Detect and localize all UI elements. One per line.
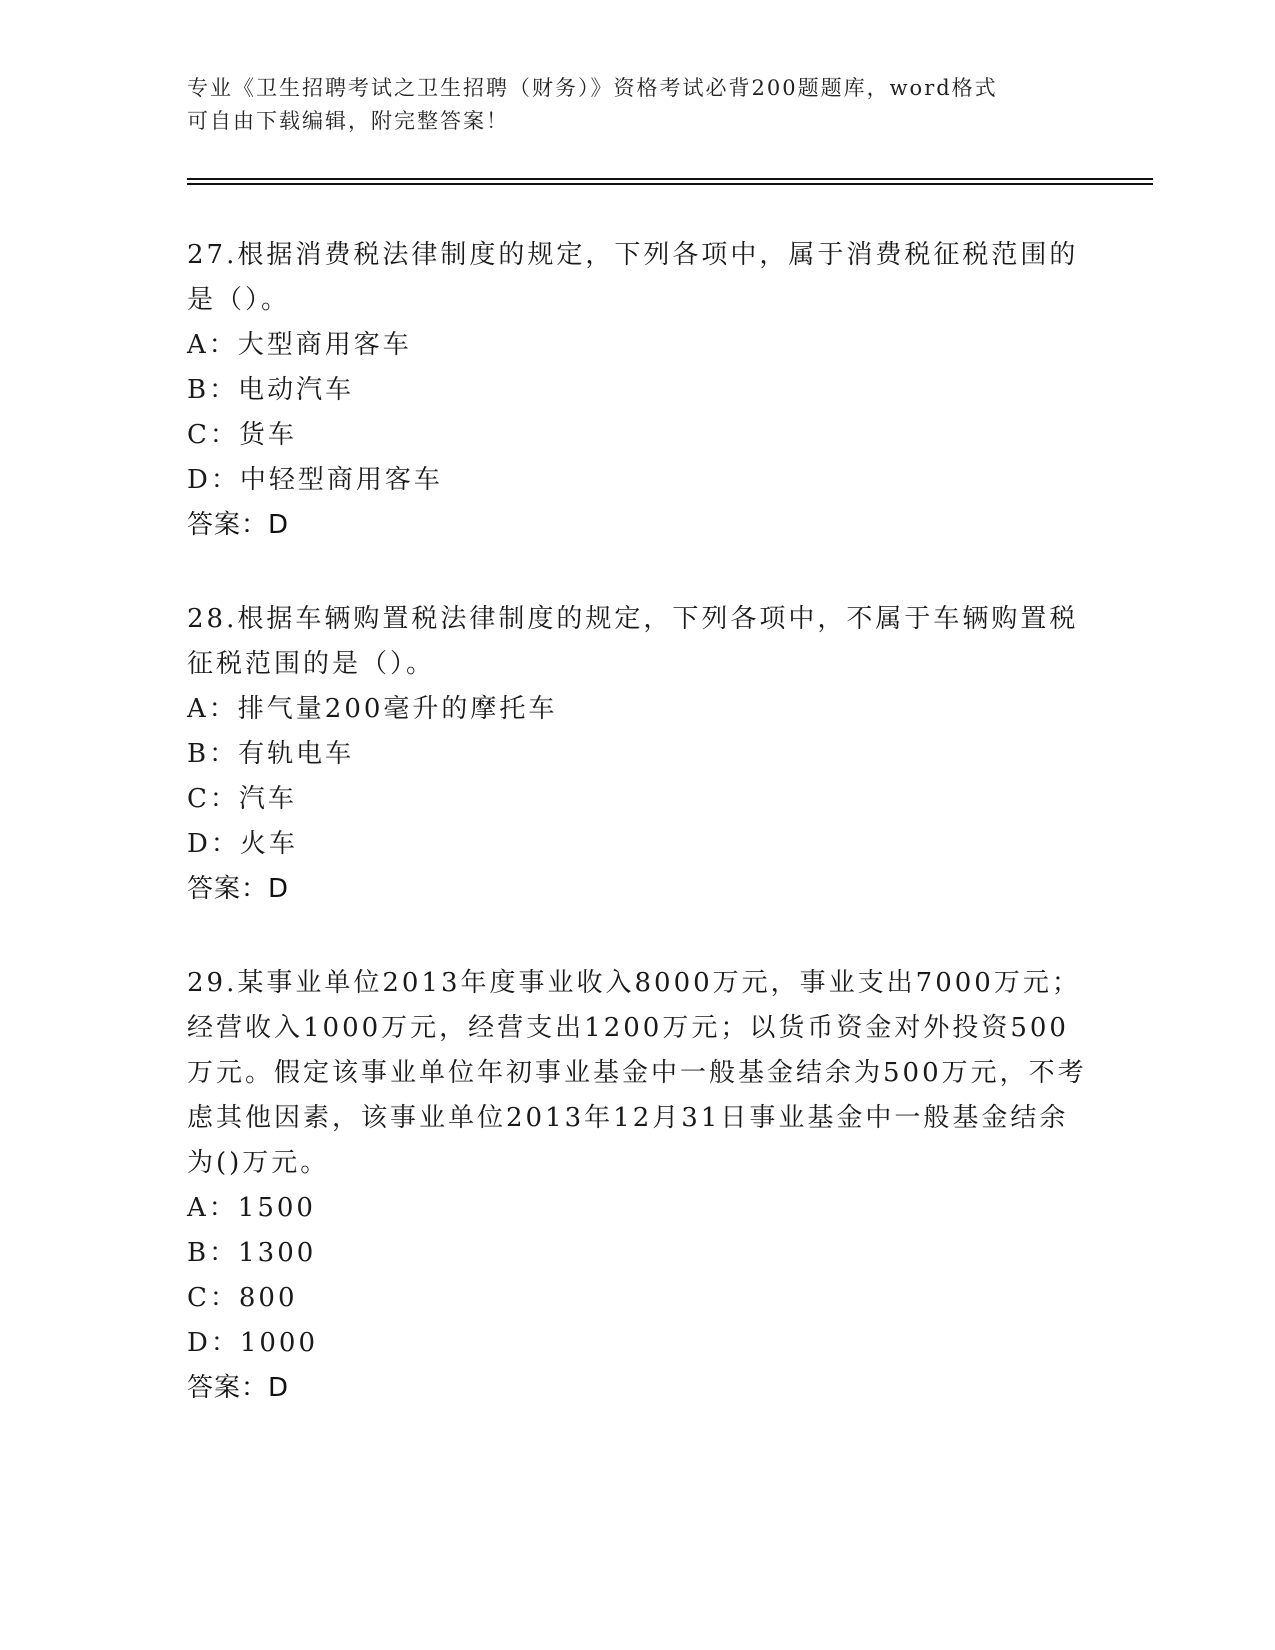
- answer-line: 答案：D: [187, 1373, 290, 1403]
- document-header: [187, 72, 1087, 138]
- header-divider-top: [187, 178, 1153, 180]
- header-line-2: 可自由下载编辑，附完整答案！: [187, 109, 509, 133]
- option-b: B：有轨电车: [187, 739, 355, 769]
- option-a: A：1500: [187, 1193, 316, 1223]
- answer-line: 答案：D: [187, 874, 290, 904]
- option-c: C：货车: [187, 420, 297, 450]
- header-divider-bottom: [187, 183, 1153, 185]
- question-28: [187, 597, 1087, 912]
- question-29: [187, 961, 1087, 1411]
- option-a: A：排气量200毫升的摩托车: [187, 694, 558, 724]
- answer-line: 答案：D: [187, 510, 290, 540]
- option-d: D：1000: [187, 1328, 319, 1358]
- question-text: 27.根据消费税法律制度的规定，下列各项中，属于消费税征税范围的是（）。: [187, 240, 1079, 315]
- question-text: 29.某事业单位2013年度事业收入8000万元，事业支出7000万元；经营收入1000万元，经营支出1200万元；以货币资金对外投资500万元。假定该事业单位年初事业基金中一般基金结余为500万元，不考虑其他因素，该事业单位2013年12月31日事业基金中一般基金结余为()万元。: [187, 968, 1087, 1178]
- option-a: A：大型商用客车: [187, 330, 412, 360]
- option-d: D：中轻型商用客车: [187, 465, 443, 495]
- question-27: [187, 233, 1087, 548]
- option-c: C：800: [187, 1283, 298, 1313]
- option-b: B：1300: [187, 1238, 317, 1268]
- question-text: 28.根据车辆购置税法律制度的规定，下列各项中，不属于车辆购置税征税范围的是（）。: [187, 604, 1079, 679]
- option-d: D：火车: [187, 829, 298, 859]
- option-b: B：电动汽车: [187, 375, 355, 405]
- option-c: C：汽车: [187, 784, 297, 814]
- header-line-1: 专业《卫生招聘考试之卫生招聘（财务）》资格考试必背200题题库，word格式: [187, 76, 998, 100]
